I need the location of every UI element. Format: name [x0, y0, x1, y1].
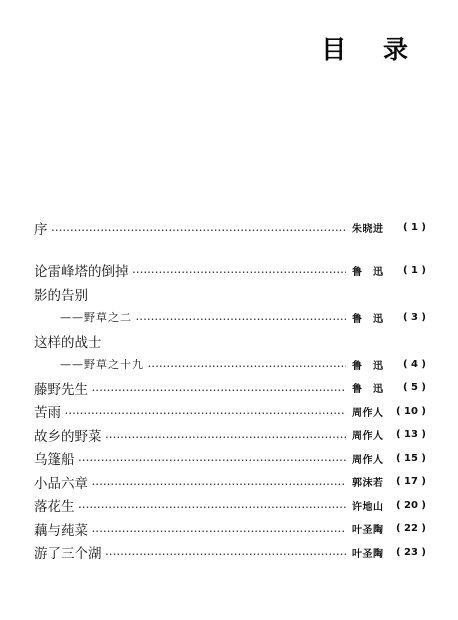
- dot-leader: [52, 225, 347, 235]
- toc-entry-title: 小品六章: [34, 475, 88, 492]
- toc-entry-author: 鲁 迅: [352, 266, 384, 278]
- dot-leader: [92, 479, 346, 489]
- toc-entry: [34, 376, 426, 400]
- toc-entry-page: ( 5 ): [402, 382, 426, 394]
- toc-entry-title: 藕与莼菜: [34, 522, 88, 539]
- toc-entry-subtitle: ——野草之十九: [60, 358, 144, 372]
- toc-entry-page: ( 22 ): [395, 523, 426, 535]
- dot-leader: [106, 549, 347, 559]
- dot-leader: [79, 502, 347, 512]
- toc-entry-author: 叶圣陶: [352, 548, 384, 560]
- toc-entry-page: ( 13 ): [395, 429, 426, 441]
- toc-entry-author: 周作人: [352, 454, 384, 466]
- toc-entry-title: 落花生: [34, 499, 75, 516]
- dot-leader: [92, 526, 346, 536]
- toc-entry-author: 叶圣陶: [352, 525, 384, 537]
- toc-entry: [34, 494, 426, 518]
- toc-entry-author: 周作人: [352, 431, 384, 443]
- dot-leader: [148, 361, 346, 371]
- dot-leader: [79, 455, 347, 465]
- toc-entry: [34, 259, 426, 283]
- toc-entry-title: 序: [34, 221, 48, 238]
- toc-entry-title: 这样的战士: [34, 334, 102, 351]
- toc-entry-page: ( 17 ): [395, 476, 426, 488]
- toc-entry-page: ( 15 ): [395, 452, 426, 464]
- dot-leader: [106, 432, 347, 442]
- toc-entry-title: 影的告别: [34, 287, 88, 304]
- toc-entry-subtitle: ——野草之二: [60, 311, 132, 325]
- dot-leader: [133, 267, 347, 277]
- toc-entry-page: ( 1 ): [402, 264, 426, 276]
- table-of-contents: [34, 216, 426, 564]
- toc-entry-author: 鲁 迅: [352, 313, 384, 325]
- toc-entry: [34, 470, 426, 494]
- toc-entry: [34, 423, 426, 447]
- toc-entry-author: 鲁 迅: [352, 384, 384, 396]
- toc-entry: [34, 517, 426, 541]
- toc-entry: [34, 400, 426, 424]
- toc-entry: [34, 541, 426, 565]
- toc-entry-subtitle-line: [34, 353, 426, 377]
- toc-entry-title: 乌篷船: [34, 452, 75, 469]
- toc-entry-page: ( 23 ): [395, 546, 426, 558]
- toc-entry-heading: [34, 282, 426, 306]
- toc-entry-page: ( 10 ): [395, 405, 426, 417]
- toc-entry-author: 周作人: [352, 407, 384, 419]
- toc-entry-author: 许地山: [352, 501, 384, 513]
- toc-entry-page: ( 1 ): [402, 222, 426, 234]
- toc-entry-author: 朱晓进: [352, 224, 384, 236]
- toc-entry-author: 郭沫若: [352, 478, 384, 490]
- toc-entry-page: ( 3 ): [402, 311, 426, 323]
- toc-entry-title: 藤野先生: [34, 381, 88, 398]
- toc-entry-title: 苦雨: [34, 405, 61, 422]
- toc-entry-page: ( 4 ): [402, 358, 426, 370]
- toc-entry-title: 游了三个湖: [34, 546, 102, 563]
- toc-entry-subtitle-line: [34, 306, 426, 330]
- dot-leader: [65, 408, 346, 418]
- page-title: 目 录: [321, 35, 422, 64]
- toc-entry-heading: [34, 329, 426, 353]
- toc-entry-title: 故乡的野菜: [34, 428, 102, 445]
- toc-entry-page: ( 20 ): [395, 499, 426, 511]
- toc-entry: [34, 447, 426, 471]
- toc-entry-author: 鲁 迅: [352, 360, 384, 372]
- dot-leader: [136, 314, 346, 324]
- dot-leader: [92, 385, 346, 395]
- toc-entry-preface: [34, 216, 426, 240]
- toc-entry-title: 论雷峰塔的倒掉: [34, 264, 129, 281]
